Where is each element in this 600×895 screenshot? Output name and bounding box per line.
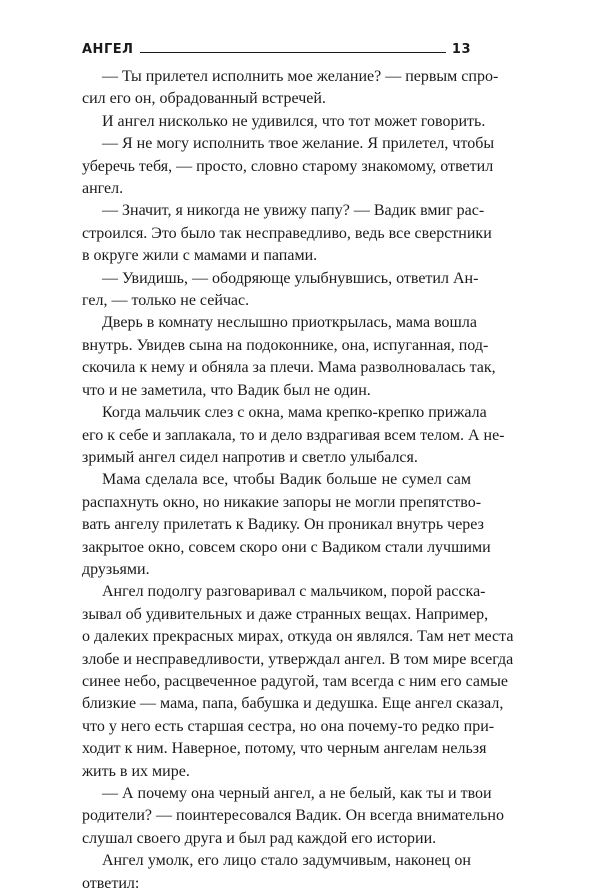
- paragraph: [82, 200, 492, 267]
- text-line: слушал своего друга и был рад каждой его истории.: [82, 829, 437, 847]
- body-text: [82, 66, 514, 895]
- text-line: — Увидишь, — ободряюще улыбнувшись, ответил Ан-: [102, 269, 479, 287]
- text-line: Когда мальчик слез с окна, мама крепко-крепко прижала: [102, 404, 487, 422]
- text-line: в округе жили с мамами и папами.: [82, 247, 318, 265]
- text-line: — Ты прилетел исполнить мое желание? — первым спро-: [102, 68, 499, 85]
- text-line: И ангел нисколько не удивился, что тот может говорить.: [102, 112, 486, 130]
- text-line: строился. Это было так несправедливо, ведь все сверстники: [82, 224, 492, 242]
- paragraph: [82, 312, 496, 402]
- text-line: Дверь в комнату неслышно приоткрылась, мама вошла: [102, 314, 477, 332]
- text-line: уберечь тебя, — просто, словно старому знакомому, ответил: [82, 157, 494, 175]
- paragraph: [82, 111, 486, 133]
- text-line: злобе и несправедливости, утверждал ангел. В том мире всегда: [82, 650, 514, 668]
- text-line: что и не заметила, что Вадик был не один.: [82, 381, 371, 399]
- text-line: зримый ангел сидел напротив и светло улыбался.: [82, 448, 418, 466]
- text-line: его к себе и заплакала, то и дело вздрагивая всем телом. А не-: [82, 426, 505, 444]
- text-line: сил его он, обрадованный встречей.: [82, 90, 326, 108]
- text-line: Ангел подолгу разговаривал с мальчиком, порой расска-: [102, 583, 486, 601]
- paragraph: [82, 581, 514, 783]
- text-line: что у него есть старшая сестра, но она почему-то редко при-: [82, 717, 495, 735]
- text-line: ангел.: [82, 180, 124, 198]
- text-line: — Значит, я никогда не увижу папу? — Вадик вмиг рас-: [102, 202, 485, 220]
- text-line: Мама сделала все, чтобы Вадик больше не сумел сам: [102, 471, 471, 489]
- text-line: внутрь. Увидев сына на подоконнике, она, испуганная, под-: [82, 336, 489, 354]
- paragraph: [82, 268, 479, 313]
- text-line: близкие — мама, папа, бабушка и дедушка. Еще ангел сказал,: [82, 695, 504, 713]
- text-line: зывал об удивительных и даже странных вещах. Например,: [82, 605, 489, 623]
- text-line: скочила к нему и обняла за плечи. Мама разволновалась так,: [82, 359, 496, 377]
- text-line: Ангел умолк, его лицо стало задумчивым, наконец он: [102, 852, 471, 870]
- text-line: жить в их мире.: [82, 762, 190, 780]
- text-line: ответил:: [82, 874, 140, 892]
- paragraph: [82, 402, 505, 469]
- text-line: закрытое окно, совсем скоро они с Вадиком стали лучшими: [82, 538, 491, 556]
- text-line: гел, — только не сейчас.: [82, 292, 250, 310]
- paragraph: [82, 66, 499, 111]
- text-line: ходит к ним. Наверное, потому, что черным ангелам нельзя: [82, 740, 487, 758]
- chapter-title: АНГЕЛ: [82, 42, 134, 57]
- text-line: синее небо, расцвеченное радугой, там всегда с ним его самые: [82, 672, 508, 690]
- text-line: вать ангелу прилетать к Вадику. Он проникал внутрь через: [82, 516, 484, 534]
- paragraph: [82, 133, 495, 200]
- text-line: о далеких прекрасных мирах, откуда он являлся. Там нет места: [82, 628, 514, 646]
- text-line: — Я не могу исполнить твое желание. Я прилетел, чтобы: [102, 135, 495, 153]
- text-line: распахнуть окно, но никакие запоры не могли препятство-: [82, 493, 482, 511]
- text-line: — А почему она черный ангел, а не белый, как ты и твои: [102, 785, 492, 802]
- paragraph: [82, 783, 504, 850]
- running-header: [82, 37, 471, 57]
- paragraph: [82, 469, 491, 581]
- text-line: родители? — поинтересовался Вадик. Он всегда внимательно: [82, 807, 504, 825]
- page-number: 13: [451, 42, 471, 57]
- header-rule: [140, 52, 446, 53]
- text-line: друзьями.: [82, 560, 150, 578]
- paragraph: [82, 850, 471, 895]
